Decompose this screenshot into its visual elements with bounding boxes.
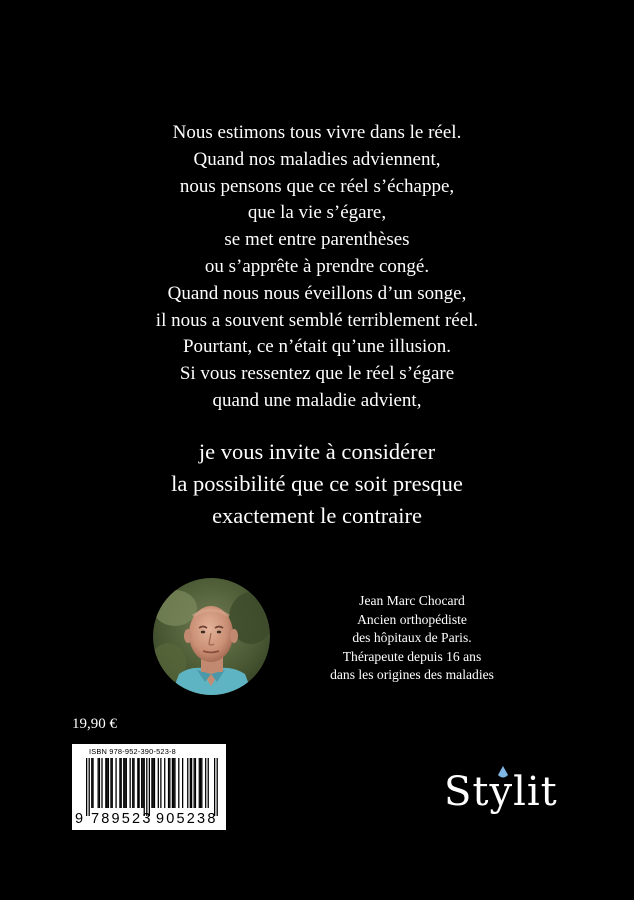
barcode-bar bbox=[98, 758, 99, 808]
conclusion-line: je vous invite à considérer bbox=[198, 439, 436, 464]
barcode-bar bbox=[130, 758, 131, 808]
barcode-bar bbox=[190, 758, 191, 808]
barcode-bar bbox=[124, 758, 125, 808]
barcode-bar bbox=[126, 758, 127, 808]
barcode-bar bbox=[138, 758, 139, 808]
barcode-bar bbox=[110, 758, 111, 808]
poem-line: que la vie s’égare, bbox=[247, 202, 387, 224]
barcode-bar bbox=[173, 758, 174, 808]
publisher-logo-text: Stylit bbox=[444, 769, 558, 815]
author-name: Jean Marc Chocard bbox=[359, 593, 465, 608]
poem-line: Quand nous nous éveillons d’un songe, bbox=[167, 282, 467, 304]
author-bio-line: dans les origines des maladies bbox=[330, 667, 494, 683]
barcode-bar bbox=[142, 758, 143, 808]
price-label: 19,90 € bbox=[72, 716, 117, 732]
barcode-bar bbox=[172, 758, 173, 808]
barcode-bar bbox=[174, 758, 175, 808]
poem-line: il nous a souvent semblé terriblement réel. bbox=[155, 309, 479, 331]
barcode-bar bbox=[92, 758, 93, 808]
barcode-bar bbox=[89, 758, 90, 816]
barcode-bar bbox=[101, 758, 102, 808]
barcode-bar bbox=[160, 758, 161, 808]
poem-line: Si vous ressentez que le réel s’égare bbox=[179, 363, 455, 385]
barcode-bar bbox=[99, 758, 100, 808]
barcode-bar bbox=[182, 758, 183, 808]
barcode-bar bbox=[214, 758, 215, 816]
barcode-bar bbox=[208, 758, 209, 808]
barcode-bar bbox=[141, 758, 142, 808]
barcode-right-group: 905238 bbox=[156, 811, 218, 827]
barcode-bar bbox=[205, 758, 206, 808]
author-bio-line: Thérapeute depuis 16 ans bbox=[342, 648, 482, 664]
author-photo bbox=[153, 578, 270, 695]
author-bio-line: Ancien orthopédiste bbox=[357, 611, 467, 627]
isbn-label: ISBN 978-952-390-523-8 bbox=[89, 747, 176, 756]
barcode-bar bbox=[121, 758, 122, 808]
barcode-bar bbox=[169, 758, 170, 808]
conclusion-line: exactement le contraire bbox=[212, 503, 422, 528]
poem-line: Nous estimons tous vivre dans le réel. bbox=[172, 122, 462, 143]
barcode-bar bbox=[154, 758, 155, 808]
barcode-bar bbox=[132, 758, 133, 808]
barcode-bar bbox=[168, 758, 169, 808]
barcode-bar bbox=[133, 758, 134, 808]
barcode-bar bbox=[86, 758, 87, 816]
barcode-bar bbox=[199, 758, 200, 808]
barcode-bar bbox=[106, 758, 107, 808]
poem-line: se met entre parenthèses bbox=[224, 229, 410, 251]
poem-line: Pourtant, ce n’était qu’une illusion. bbox=[182, 336, 452, 358]
barcode-bar bbox=[153, 758, 154, 808]
barcode-bar bbox=[191, 758, 192, 808]
poem-text bbox=[0, 120, 634, 415]
barcode-bar bbox=[217, 758, 218, 816]
barcode-bar bbox=[108, 758, 109, 808]
barcode-bar bbox=[112, 758, 113, 808]
barcode-bar bbox=[91, 758, 92, 808]
conclusion-line: la possibilité que ce soit presque bbox=[171, 471, 463, 496]
barcode-bar bbox=[195, 758, 196, 808]
poem-line: quand une maladie advient, bbox=[212, 389, 422, 411]
barcode-bar bbox=[194, 758, 195, 808]
barcode-bar bbox=[115, 758, 116, 808]
poem-line: Quand nos maladies adviennent, bbox=[193, 148, 441, 170]
poem-line: ou s’apprête à prendre congé. bbox=[204, 255, 430, 277]
publisher-logo bbox=[444, 764, 564, 824]
barcode-bar bbox=[178, 758, 179, 808]
barcode-bar bbox=[187, 758, 188, 808]
poem-line: nous pensons que ce réel s’échappe, bbox=[179, 175, 455, 197]
barcode-left-group: 789523 bbox=[91, 811, 153, 827]
conclusion-text bbox=[0, 436, 634, 532]
barcode-first-digit: 9 bbox=[75, 811, 84, 827]
barcode-bar bbox=[144, 758, 145, 816]
barcode-bar bbox=[146, 758, 147, 816]
isbn-barcode bbox=[72, 744, 226, 830]
barcode-bar bbox=[200, 758, 201, 808]
barcode-bar bbox=[149, 758, 150, 816]
barcode-bar bbox=[201, 758, 202, 808]
barcode-bar bbox=[164, 758, 165, 808]
barcode-bar bbox=[123, 758, 124, 808]
author-bio bbox=[262, 592, 562, 685]
barcode-bar bbox=[119, 758, 120, 808]
barcode-bar bbox=[151, 758, 152, 808]
barcode-bar bbox=[105, 758, 106, 808]
barcode-bar bbox=[137, 758, 138, 808]
author-bio-line: des hôpitaux de Paris. bbox=[352, 630, 472, 646]
barcode-bar bbox=[158, 758, 159, 808]
